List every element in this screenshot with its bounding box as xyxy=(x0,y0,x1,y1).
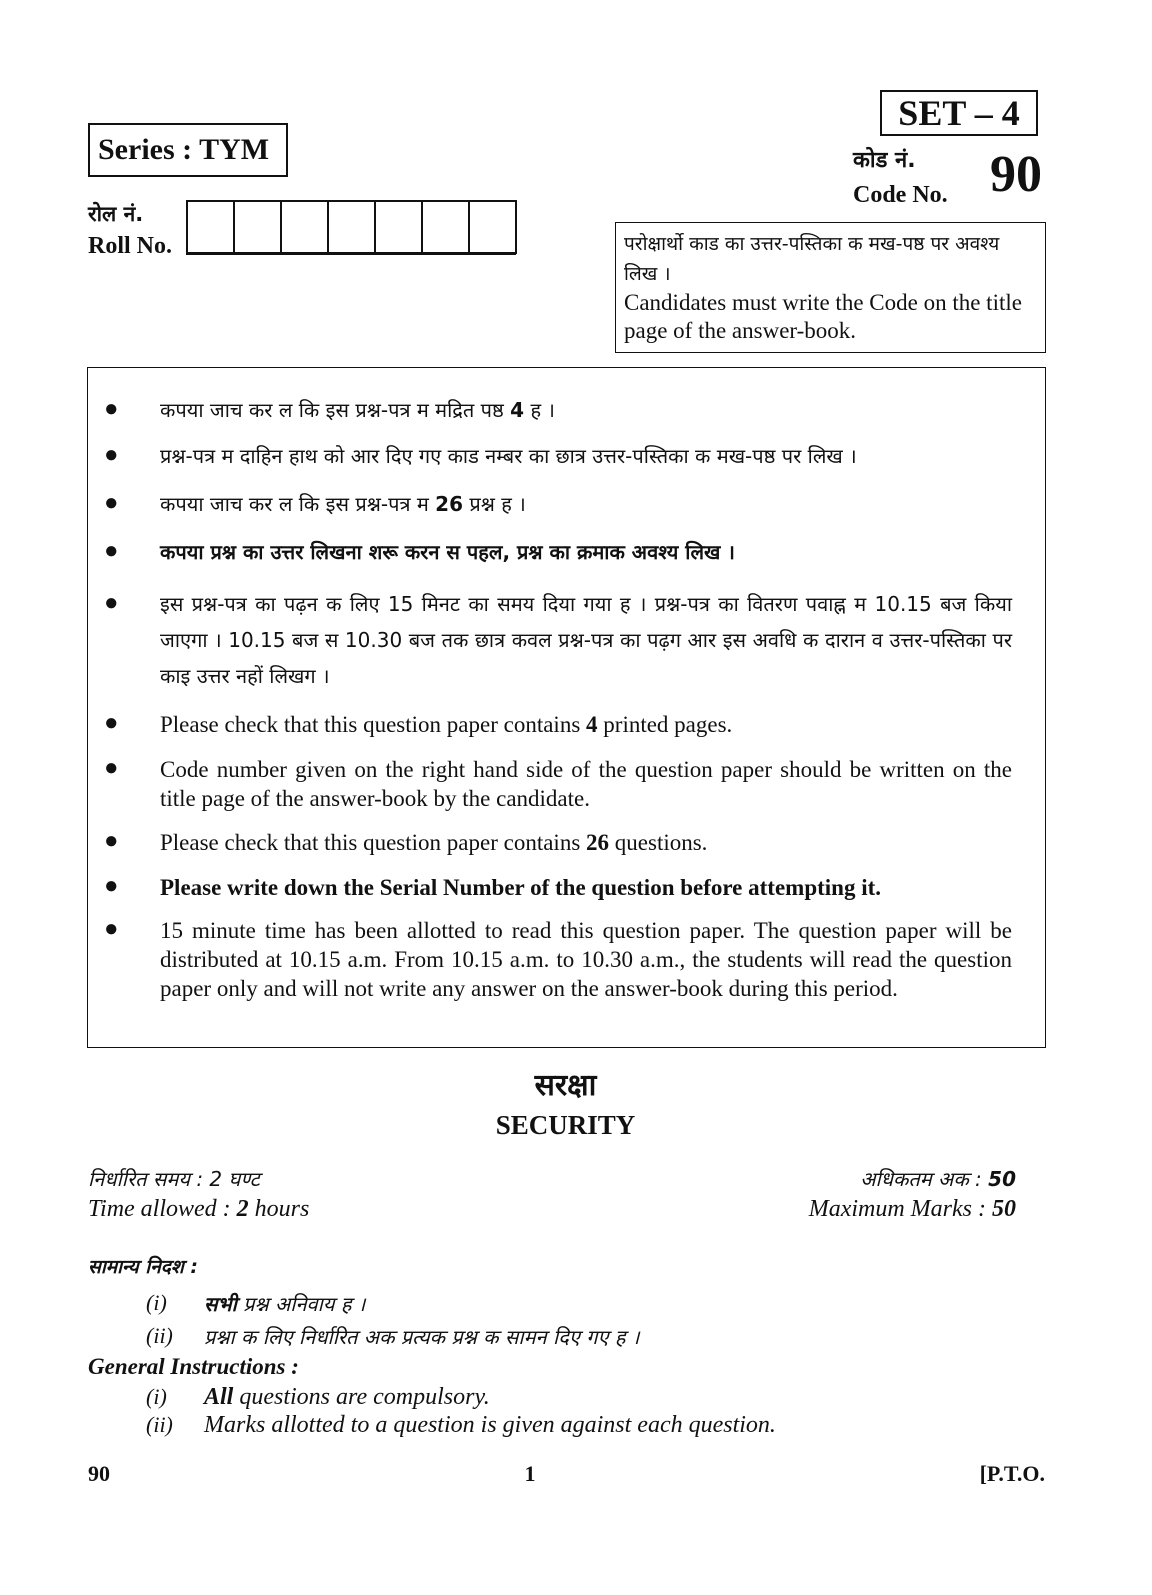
item-number: (ii) xyxy=(146,1323,173,1348)
instruction-text-english: 15 minute time has been allotted to read this question paper. The question paper will be distributed at 10.15 a.m. From 10.15 a.m. to 10.30 a.m., the students will read the question paper only and will not write any answer on the answer-book during this period. xyxy=(160,918,1012,1001)
maximum-marks-hindi: अधिकतम अक : 50 xyxy=(860,1167,1016,1191)
maximum-marks-english: Maximum Marks : 50 xyxy=(808,1196,1016,1222)
instruction-text-hindi: कपया जाच कर ल कि इस प्रश्न-पत्र म 26 प्रश्न ह । xyxy=(160,492,526,516)
instruction-text-english: Please check that this question paper contains 4 printed pages. xyxy=(160,712,733,737)
series-label: Series : TYM xyxy=(88,123,288,177)
general-instruction-item xyxy=(0,1384,1152,1414)
instruction-text-hindi: कपया जाच कर ल कि इस प्रश्न-पत्र म मद्रित पष्ठ 4 ह । xyxy=(160,398,556,422)
general-instruction-item xyxy=(0,1290,1152,1320)
bullet-icon: ● xyxy=(104,442,119,468)
item-number: (i) xyxy=(146,1384,167,1409)
instruction-text-english: Code number given on the right hand side of the question paper should be written on the title page of the answer-book by the candidate. xyxy=(160,757,1012,811)
page-number: 1 xyxy=(524,1461,536,1486)
instruction-text-english: Please check that this question paper contains 26 questions. xyxy=(160,830,708,855)
general-instruction-item xyxy=(0,1412,1152,1442)
subject-title-hindi: सरक्षा xyxy=(534,1068,597,1103)
roll-digit-box[interactable] xyxy=(329,202,376,252)
roll-number-boxes[interactable] xyxy=(186,200,517,254)
instruction-text-hindi: कपया प्रश्न का उत्तर लिखना शरू करन स पहल, प्रश्न का क्रमाक अवश्य लिख । xyxy=(160,540,735,564)
set-label: SET – 4 xyxy=(880,90,1038,136)
item-text: Marks allotted to a question is given against each question. xyxy=(204,1412,776,1438)
footer-code: 90 xyxy=(88,1461,110,1486)
roll-digit-box[interactable] xyxy=(235,202,282,252)
time-allowed-hindi: निर्धारित समय : 2 घण्ट xyxy=(88,1167,260,1191)
bullet-icon: ● xyxy=(104,396,119,422)
roll-underline xyxy=(186,254,516,255)
code-note-hindi: परोक्षार्थो काड का उत्तर-पस्तिका क मख-पष्ठ पर अवश्य लिख । xyxy=(624,233,1000,285)
instruction-text-hindi: प्रश्न-पत्र म दाहिन हाथ को आर दिए गए काड नम्बर का छात्र उत्तर-पस्तिका क मख-पष्ठ पर लिख । xyxy=(160,444,857,468)
roll-label-english: Roll No. xyxy=(88,233,172,259)
instruction-text-english: Please write down the Serial Number of the question before attempting it. xyxy=(160,875,882,900)
code-note-english: Candidates must write the Code on the title page of the answer-book. xyxy=(624,290,1022,343)
bullet-icon: ● xyxy=(104,590,119,616)
roll-digit-box[interactable] xyxy=(423,202,470,252)
bullet-icon: ● xyxy=(104,916,119,942)
code-label-english: Code No. xyxy=(853,182,948,208)
roll-digit-box[interactable] xyxy=(470,202,517,252)
roll-label-hindi: रोल नं. xyxy=(88,202,144,226)
instructions-box xyxy=(87,367,1046,1048)
roll-digit-box[interactable] xyxy=(282,202,329,252)
item-text: All questions are compulsory. xyxy=(204,1384,490,1410)
instruction-text-hindi: इस प्रश्न-पत्र का पढ़न क लिए 15 मिनट का समय दिया गया ह । प्रश्न-पत्र का वितरण पवाह्न म 10.15 बज किया जाएगा । 10.15 बज स 10.30 बज तक छात्र कवल प्रश्न-पत्र का पढ़ग आर इस अवधि क दारान व उत्तर-पस्तिका पर काइ उत्तर नहों लिखग । xyxy=(160,592,1012,688)
bullet-icon: ● xyxy=(104,490,119,516)
code-note-box xyxy=(615,222,1046,353)
bullet-icon: ● xyxy=(104,873,119,899)
subject-title-english: SECURITY xyxy=(495,1110,636,1140)
code-label-hindi: कोड नं. xyxy=(853,148,916,173)
roll-digit-box[interactable] xyxy=(188,202,235,252)
code-number: 90 xyxy=(990,146,1042,203)
pto-label: [P.T.O. xyxy=(979,1461,1045,1486)
general-instruction-item xyxy=(0,1323,1152,1353)
bullet-icon: ● xyxy=(104,538,119,564)
item-number: (ii) xyxy=(146,1412,173,1437)
time-allowed-english: Time allowed : 2 hours xyxy=(88,1196,310,1222)
item-text: सभी प्रश्न अनिवाय ह । xyxy=(204,1292,366,1316)
item-text: प्रश्ना क लिए निर्धारित अक प्रत्यक प्रश्न क सामन दिए गए ह । xyxy=(204,1325,640,1349)
item-number: (i) xyxy=(146,1290,167,1315)
general-instructions-heading-hindi: सामान्य निदश : xyxy=(88,1256,198,1278)
bullet-icon: ● xyxy=(104,710,119,736)
roll-digit-box[interactable] xyxy=(376,202,423,252)
bullet-icon: ● xyxy=(104,828,119,854)
bullet-icon: ● xyxy=(104,755,119,781)
general-instructions-heading-english: General Instructions : xyxy=(88,1354,299,1379)
